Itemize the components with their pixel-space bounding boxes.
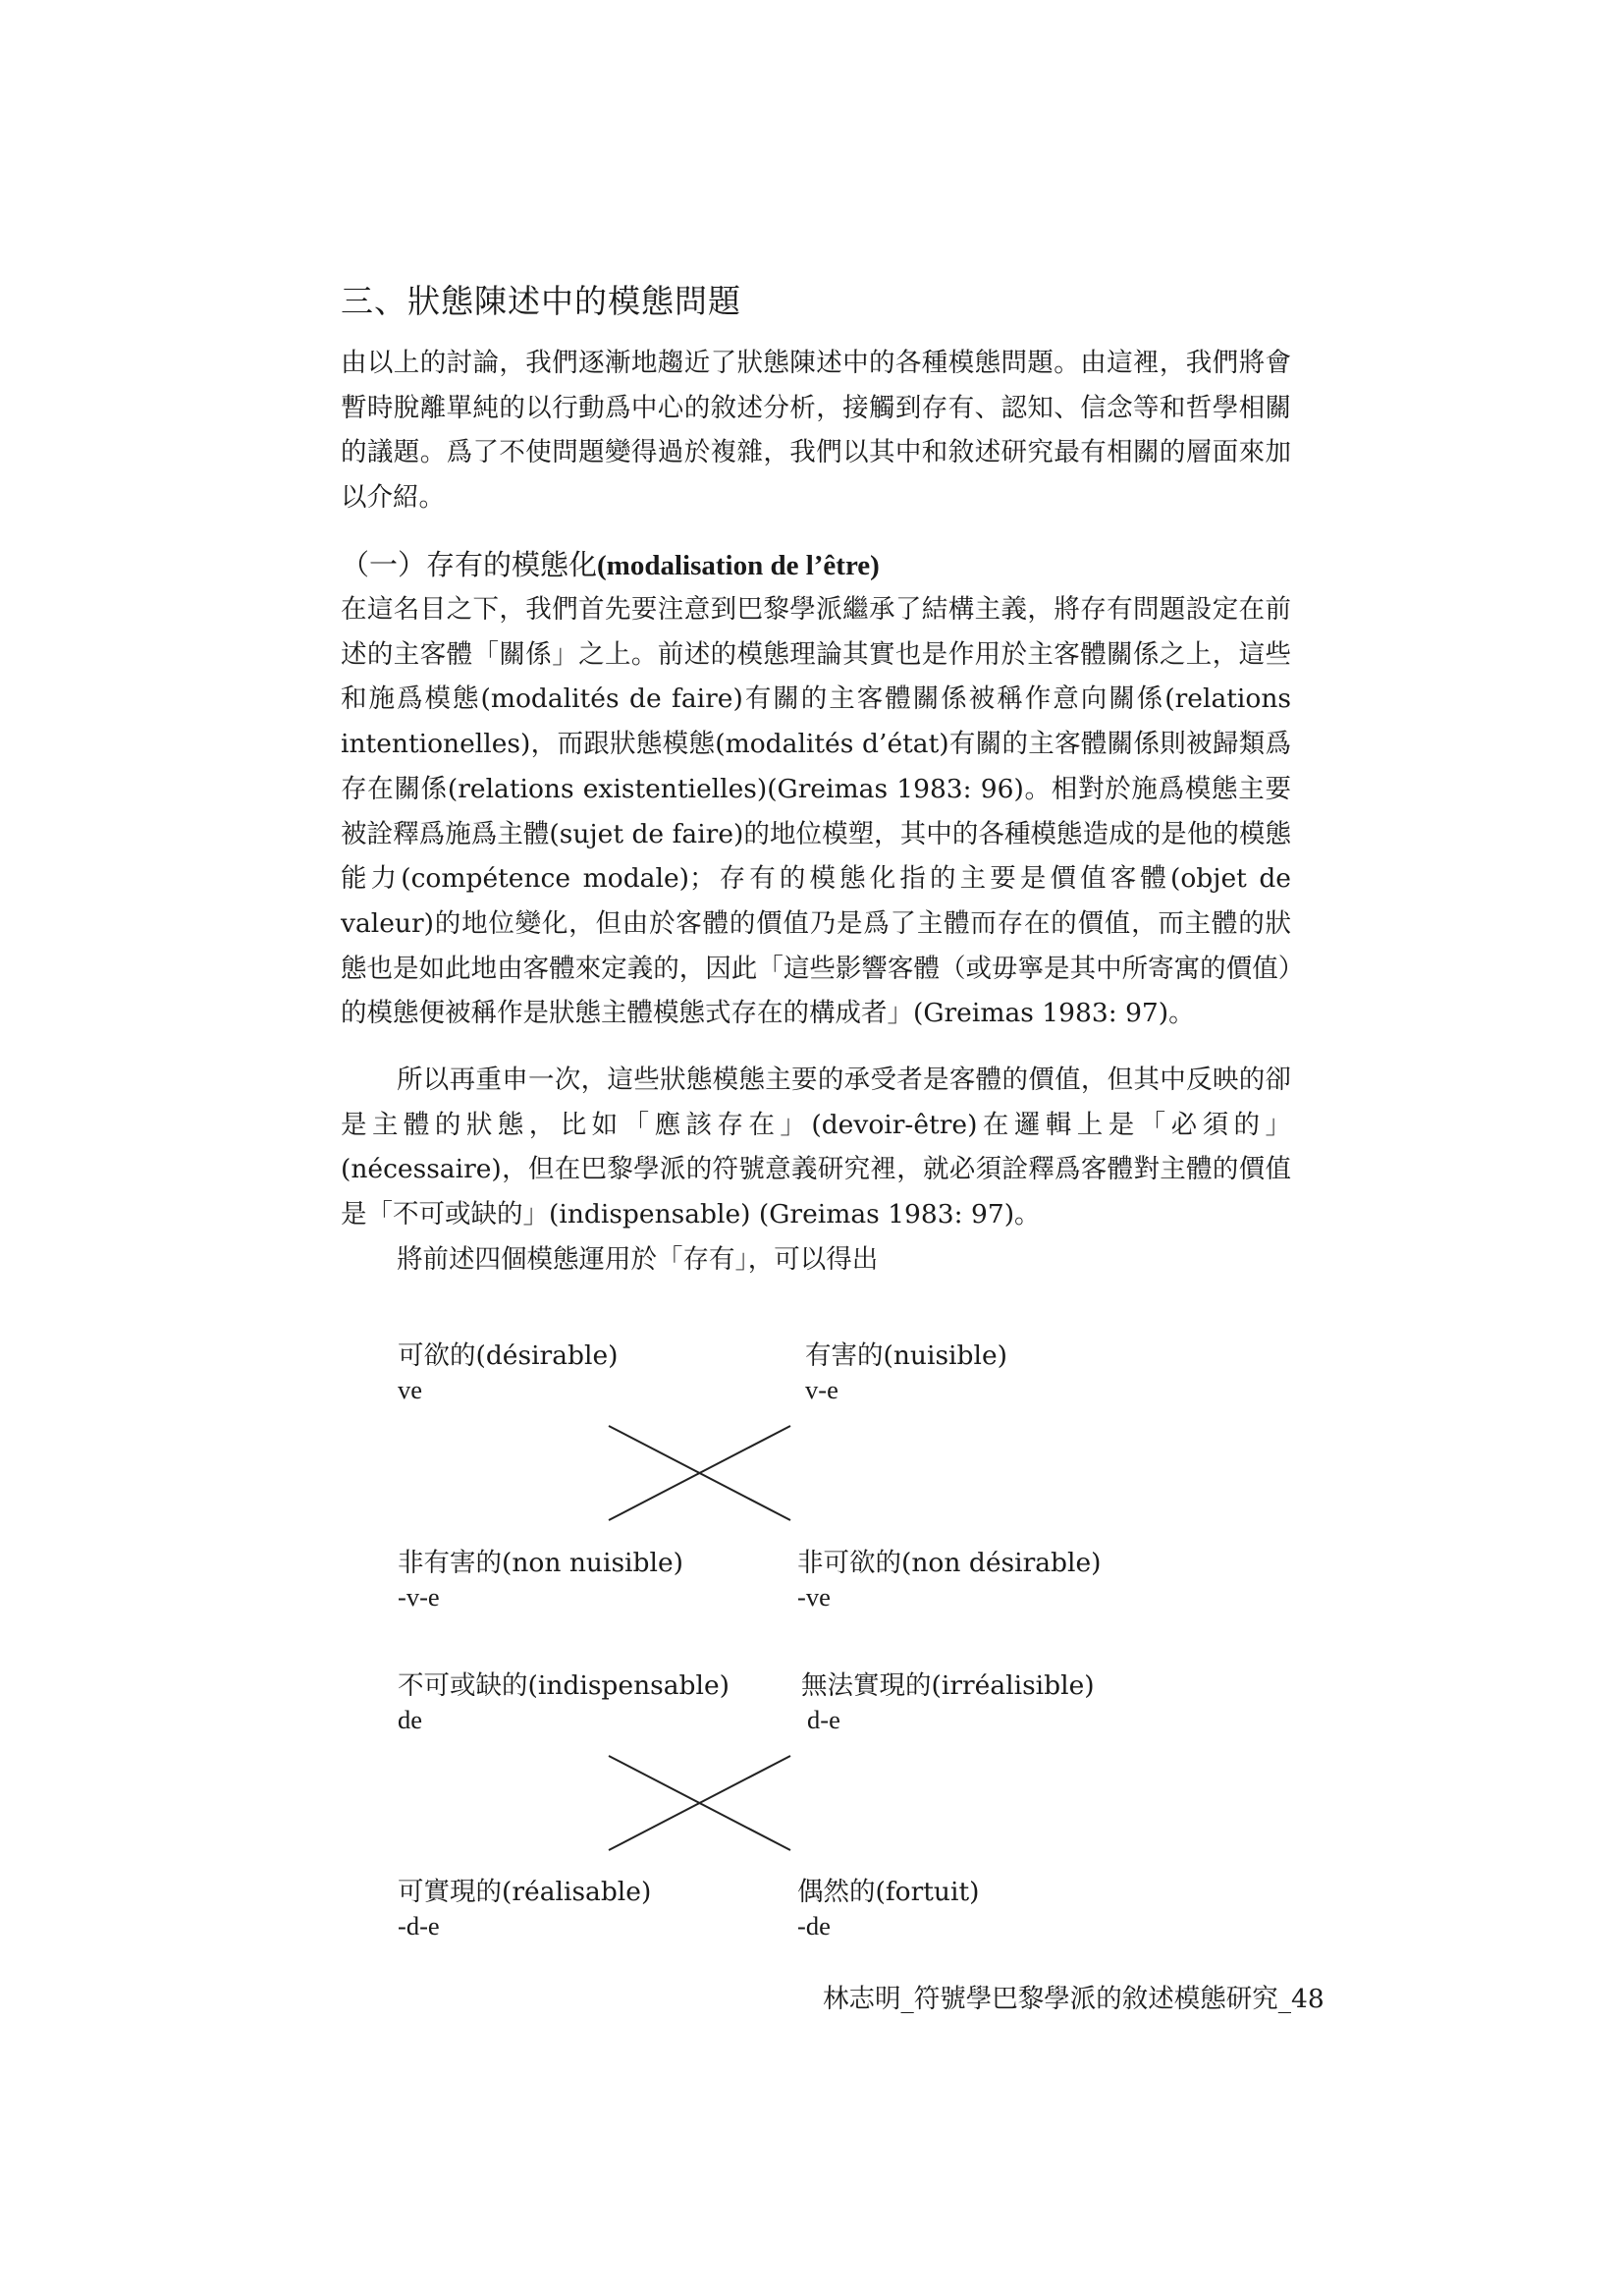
diagram1-cross-lines bbox=[599, 1414, 795, 1532]
intro-paragraph: 由以上的討論，我們逐漸地趨近了狀態陳述中的各種模態問題。由這裡，我們將會暫時脫離單純的以行動爲中心的敘述分析，接觸到存有、認知、信念等和哲學相關的議題。爲了不使問題變得過於複雜，我們以其中和敘述研究最有相關的層面來加以介紹。 bbox=[341, 348, 1291, 514]
diagram1-top-left-label: 可欲的(désirable) bbox=[398, 1340, 619, 1371]
subsection-title-prefix: （一）存有的模態化 bbox=[341, 548, 598, 581]
diagram2-bottom-right-code: -de bbox=[797, 1911, 831, 1941]
diagram2-bottom-left-code: -d-e bbox=[398, 1911, 440, 1941]
diagram2-cross-lines bbox=[599, 1744, 795, 1862]
diagram2-top-right-code: d-e bbox=[807, 1705, 840, 1734]
diagram1-bottom-right-label: 非可欲的(non désirable) bbox=[797, 1548, 1102, 1578]
diagram1-bottom-left-label: 非有害的(non nuisible) bbox=[398, 1548, 683, 1578]
page-footer: 林志明_符號學巴黎學派的敘述模態研究_48 bbox=[823, 1984, 1325, 2014]
body-paragraph-2: 所以再重申一次，這些狀態模態主要的承受者是客體的價值，但其中反映的卻是主體的狀態，比如「應該存在」(devoir-être)在邏輯上是「必須的」(nécessaire)，但在巴黎學派的符號意義研究裡，就必須詮釋爲客體對主體的價值是「不可或缺的」(indispensable) (Greimas 1983: 97)。 bbox=[341, 1065, 1291, 1230]
diagram2-bottom-right-label: 偶然的(fortuit) bbox=[797, 1877, 980, 1907]
diagram1-bottom-right-code: -ve bbox=[797, 1582, 831, 1612]
section-title: 三、狀態陳述中的模態問題 bbox=[341, 282, 741, 320]
subsection-title-bold: (modalisation de l’être) bbox=[597, 550, 880, 581]
diagram1-top-right-code: v-e bbox=[805, 1375, 838, 1404]
diagram1-bottom-left-code: -v-e bbox=[398, 1582, 440, 1612]
diagram2-top-left-label: 不可或缺的(indispensable) bbox=[398, 1670, 730, 1701]
diagram2-top-right-label: 無法實現的(irréalisible) bbox=[801, 1670, 1095, 1701]
diagram2-bottom-left-label: 可實現的(réalisable) bbox=[398, 1877, 652, 1907]
diagram1-top-right-label: 有害的(nuisible) bbox=[805, 1340, 1007, 1371]
subsection-title bbox=[341, 543, 880, 583]
body-paragraph-3: 將前述四個模態運用於「存有」，可以得出 bbox=[397, 1244, 879, 1275]
diagram2-top-left-code: de bbox=[398, 1705, 423, 1734]
diagram1-top-left-code: ve bbox=[398, 1375, 423, 1404]
body-paragraph-1: 在這名目之下，我們首先要注意到巴黎學派繼承了結構主義，將存有問題設定在前述的主客體「關係」之上。前述的模態理論其實也是作用於主客體關係之上，這些和施爲模態(modalités de faire)有關的主客體關係被稱作意向關係(relations intentionelles)，而跟狀態模態(modalités d’état)有關的主客體關係則被歸類爲存在關係(relations existentielles)(Greimas 1983: 96)。相對於施爲模態主要被詮釋爲施爲主體(sujet de faire)的地位模塑，其中的各種模態造成的是他的模態能力(compétence modale)；存有的模態化指的主要是價值客體(objet de valeur)的地位變化，但由於客體的價值乃是爲了主體而存在的價值，而主體的狀態也是如此地由客體來定義的，因此「這些影響客體（或毋寧是其中所寄寓的價值）的模態便被稱作是狀態主體模態式存在的構成者」(Greimas 1983: 97)。 bbox=[341, 594, 1291, 1029]
